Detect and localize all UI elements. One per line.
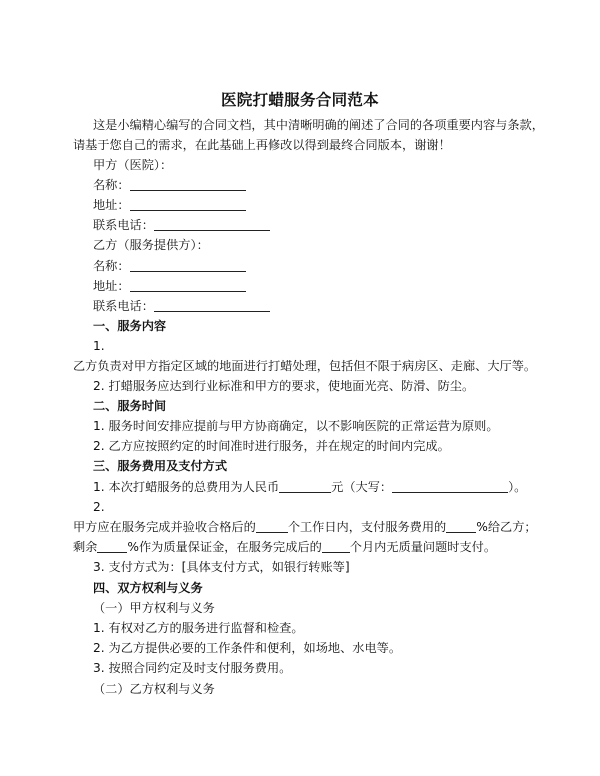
document-title: 医院打蜡服务合同范本 — [220, 91, 379, 109]
section-1-item-1-number: 1. — [93, 339, 105, 353]
payment-days-blank[interactable] — [256, 520, 288, 533]
party-a-address-label: 地址： — [93, 198, 130, 212]
fee-text-a: 1. 本次打蜡服务的总费用为人民币 — [93, 480, 280, 494]
section-2-heading: 二、服务时间 — [93, 399, 167, 413]
retention-months-blank[interactable] — [322, 540, 350, 553]
party-a-address-row — [93, 197, 246, 213]
party-a-phone-row — [93, 217, 270, 233]
party-a-name-row — [93, 177, 246, 193]
party-b-name-blank[interactable] — [130, 259, 246, 272]
party-a-address-blank[interactable] — [130, 198, 246, 211]
retention-percent-blank[interactable] — [97, 540, 127, 553]
payment-text-c: %给乙方； — [476, 520, 537, 534]
party-b-phone-blank[interactable] — [154, 299, 270, 312]
section-3-item-2-number: 2. — [93, 500, 105, 514]
party-b-address-row — [93, 278, 246, 294]
section-4-heading: 四、双方权利与义务 — [93, 581, 203, 595]
fee-text-b: 元（大写： — [331, 480, 393, 494]
party-a-name-blank[interactable] — [130, 178, 246, 191]
payment-text-f: 个月内无质量问题时支付。 — [349, 540, 497, 554]
party-a-phone-blank[interactable] — [154, 218, 270, 231]
section-4-a-item-1: 1. 有权对乙方的服务进行监督和检查。 — [93, 621, 304, 635]
party-b-address-blank[interactable] — [130, 279, 246, 292]
section-3-item-2-line-1 — [73, 519, 537, 535]
payment-text-e: %作为质量保证金，在服务完成后的 — [127, 540, 322, 554]
fee-text-c: ）。 — [508, 480, 527, 494]
party-b-phone-label: 联系电话： — [93, 299, 154, 313]
party-a-heading: 甲方（医院）： — [93, 158, 173, 172]
party-b-name-label: 名称： — [93, 259, 130, 273]
intro-line-2: 请基于您自己的需求，在此基础上再修改以得到最终合同版本，谢谢！ — [73, 138, 451, 152]
party-b-name-row — [93, 258, 246, 274]
payment-text-a: 甲方应在服务完成并验收合格后的 — [73, 520, 256, 534]
payment-text-d: 剩余 — [73, 540, 98, 554]
section-3-item-1 — [93, 479, 526, 495]
party-a-name-label: 名称： — [93, 178, 130, 192]
payment-text-b: 个工作日内，支付服务费用的 — [287, 520, 447, 534]
section-1-item-2: 2. 打蜡服务应达到行业标准和甲方的要求，使地面光亮、防滑、防尘。 — [93, 379, 475, 393]
section-4-a-item-3: 3. 按照合同约定及时支付服务费用。 — [93, 661, 292, 675]
section-3-heading: 三、服务费用及支付方式 — [93, 459, 228, 473]
section-1-item-1-text: 乙方负责对甲方指定区域的地面进行打蜡处理，包括但不限于病房区、走廊、大厅等。 — [73, 359, 537, 373]
section-4-a-item-2: 2. 为乙方提供必要的工作条件和便利，如场地、水电等。 — [93, 641, 402, 655]
fee-amount-blank[interactable] — [279, 480, 331, 493]
section-2-item-1: 1. 服务时间安排应提前与甲方协商确定，以不影响医院的正常运营为原则。 — [93, 419, 499, 433]
fee-capital-blank[interactable] — [392, 480, 508, 493]
intro-line-1: 这是小编精心编写的合同文档，其中清晰明确的阐述了合同的各项重要内容与条款， — [93, 118, 544, 132]
party-a-phone-label: 联系电话： — [93, 218, 154, 232]
party-b-heading: 乙方（服务提供方）： — [93, 238, 209, 252]
payment-percent-blank[interactable] — [446, 520, 476, 533]
section-4-sub-2: （二）乙方权利与义务 — [93, 682, 215, 696]
section-3-item-2-line-2 — [73, 539, 496, 555]
section-4-sub-1: （一）甲方权利与义务 — [93, 601, 215, 615]
section-3-item-3: 3. 支付方式为：[具体支付方式，如银行转账等] — [93, 560, 350, 574]
section-2-item-2: 2. 乙方应按照约定的时间准时进行服务，并在规定的时间内完成。 — [93, 439, 450, 453]
party-b-address-label: 地址： — [93, 279, 130, 293]
party-b-phone-row — [93, 298, 270, 314]
section-1-heading: 一、服务内容 — [93, 319, 167, 333]
